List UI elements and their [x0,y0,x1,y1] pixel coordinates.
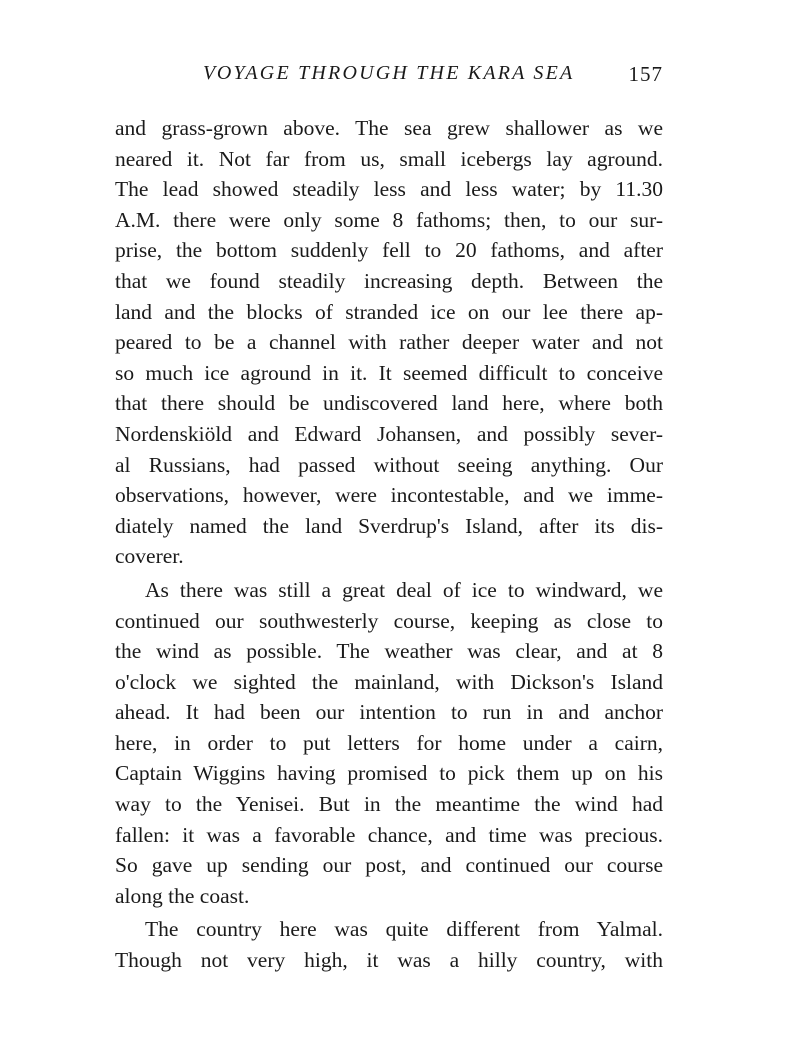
text-line: and grass-grown above. The sea grew shallower as we [115,116,663,140]
running-title: VOYAGE THROUGH THE KARA SEA [203,62,575,84]
text-line: Though not very high, it was a hilly country, with [115,948,663,973]
text-line: fallen: it was a favorable chance, and time was precious. [115,822,663,847]
text-line: al Russians, had passed without seeing anything. Our [115,452,663,477]
text-line: So gave up sending our post, and continued our course [115,853,663,878]
text-line: here, in order to put letters for home under a cairn, [115,730,663,755]
text-line: that there should be undiscovered land here, where both [115,391,663,416]
text-line: coverer. [115,544,184,569]
text-line: ahead. It had been our intention to run in and anchor [115,700,663,725]
text-line: diately named the land Sverdrup's Island, after its dis- [115,513,663,538]
text-line: A.M. there were only some 8 fathoms; then, to our sur- [115,207,663,232]
text-line: The country here was quite different from Yalmal. [145,917,663,942]
text-line: land and the blocks of stranded ice on our lee there ap- [115,299,663,324]
text-line: way to the Yenisei. But in the meantime the wind had [115,792,663,817]
paragraph [115,575,663,912]
paragraph [115,914,663,975]
text-line: Nordenskiöld and Edward Johansen, and possibly sever- [115,421,663,446]
running-head [115,62,663,92]
paragraph [115,113,663,572]
text-line: prise, the bottom suddenly fell to 20 fathoms, and after [115,238,663,263]
text-line: Captain Wiggins having promised to pick them up on his [115,761,663,786]
text-line: observations, however, were incontestable, and we imme- [115,483,663,508]
text-line: that we found steadily increasing depth. Between the [115,268,663,293]
text-line: so much ice aground in it. It seemed difficult to conceive [115,360,663,385]
text-line: The lead showed steadily less and less water; by 11.30 [115,177,663,202]
page-number: 157 [628,62,663,86]
text-line: peared to be a channel with rather deeper water and not [115,330,663,355]
body-text [115,113,663,976]
text-line: neared it. Not far from us, small icebergs lay aground. [115,146,663,171]
text-line: continued our southwesterly course, keeping as close to [115,608,663,633]
text-line: As there was still a great deal of ice to windward, we [145,577,663,602]
text-line: the wind as possible. The weather was clear, and at 8 [115,639,663,664]
text-line: o'clock we sighted the mainland, with Dickson's Island [115,669,663,694]
text-line: along the coast. [115,883,250,908]
